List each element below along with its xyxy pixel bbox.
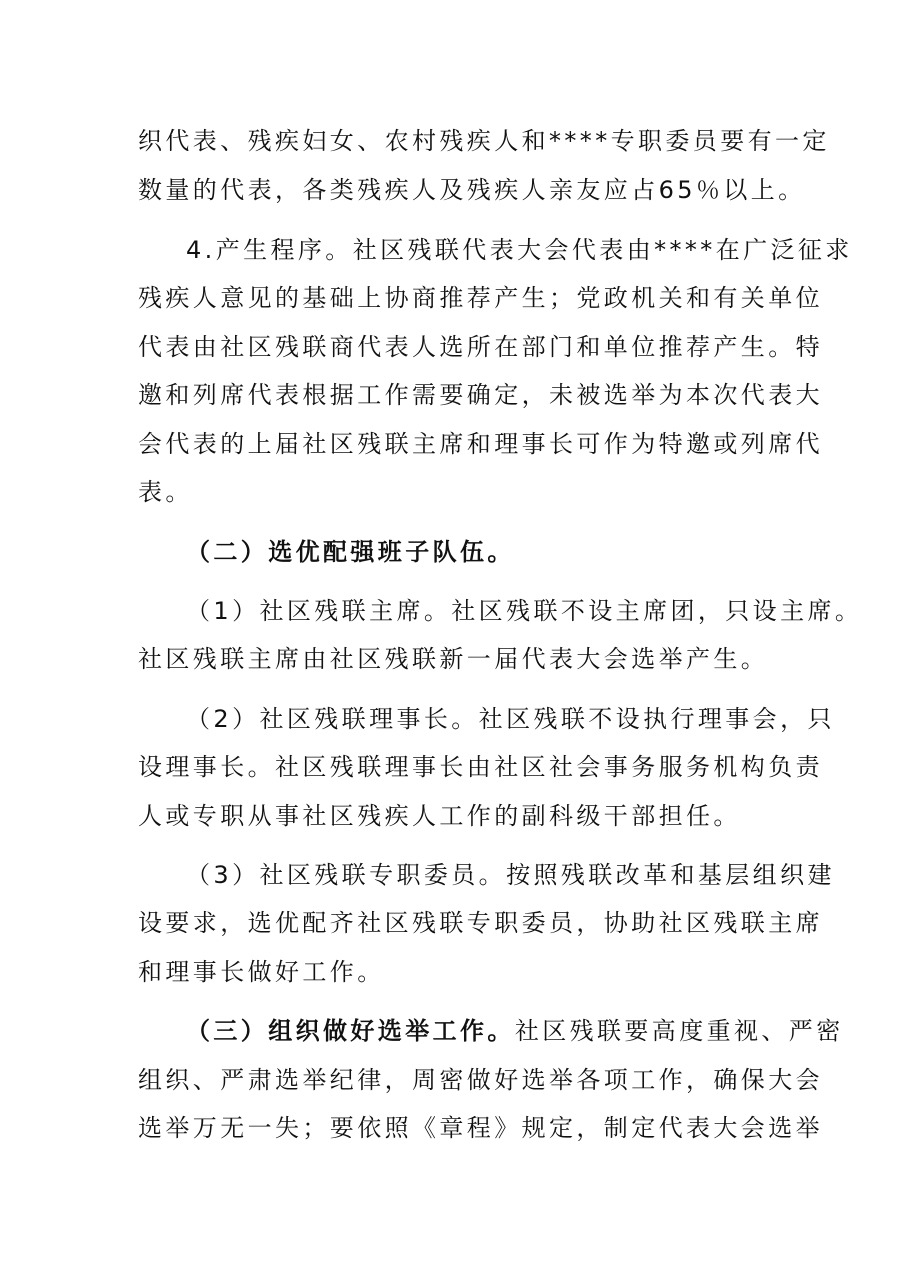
text-line: 邀和列席代表根据工作需要确定，未被选举为本次代表大 <box>138 381 823 409</box>
text-line: 代表由社区残联商代表人选所在部门和单位推荐产生。特 <box>138 333 823 361</box>
text-line: 表。 <box>138 478 193 506</box>
paragraph-text: 社区残联要高度重视、严密 <box>514 1017 844 1045</box>
paragraph-first-line: 4.产生程序。社区残联代表大会代表由****在广泛征求 <box>186 236 853 264</box>
text-line: 社区残联主席由社区残联新一届代表大会选举产生。 <box>138 645 769 673</box>
text-line: 组织、严肃选举纪律，周密做好选举各项工作，确保大会 <box>138 1066 823 1094</box>
text-line: 数量的代表，各类残疾人及残疾人亲友应占65％以上。 <box>138 176 806 204</box>
text-line: 残疾人意见的基础上协商推荐产生；党政机关和有关单位 <box>138 284 823 312</box>
section-heading: （三）组织做好选举工作。 <box>186 1017 515 1045</box>
text-line: 和理事长做好工作。 <box>138 958 385 986</box>
text-line: 设理事长。社区残联理事长由社区社会事务服务机构负责 <box>138 753 823 781</box>
paragraph-first-line: （3）社区残联专职委员。按照残联改革和基层组织建 <box>186 861 835 889</box>
text-line: 会代表的上届社区残联主席和理事长可作为特邀或列席代 <box>138 430 823 458</box>
section-heading: （二）选优配强班子队伍。 <box>186 538 515 566</box>
text-line: 织代表、残疾妇女、农村残疾人和****专职委员要有一定 <box>138 127 830 155</box>
text-line: 选举万无一失；要依照《章程》规定，制定代表大会选举 <box>138 1114 823 1142</box>
paragraph-first-line <box>186 1016 844 1046</box>
text-line: 设要求，选优配齐社区残联专职委员，协助社区残联主席 <box>138 909 823 937</box>
paragraph-first-line: （2）社区残联理事长。社区残联不设执行理事会，只 <box>186 705 835 733</box>
text-line: 人或专职从事社区残疾人工作的副科级干部担任。 <box>138 802 741 830</box>
paragraph-first-line: （1）社区残联主席。社区残联不设主席团，只设主席。 <box>186 597 863 625</box>
